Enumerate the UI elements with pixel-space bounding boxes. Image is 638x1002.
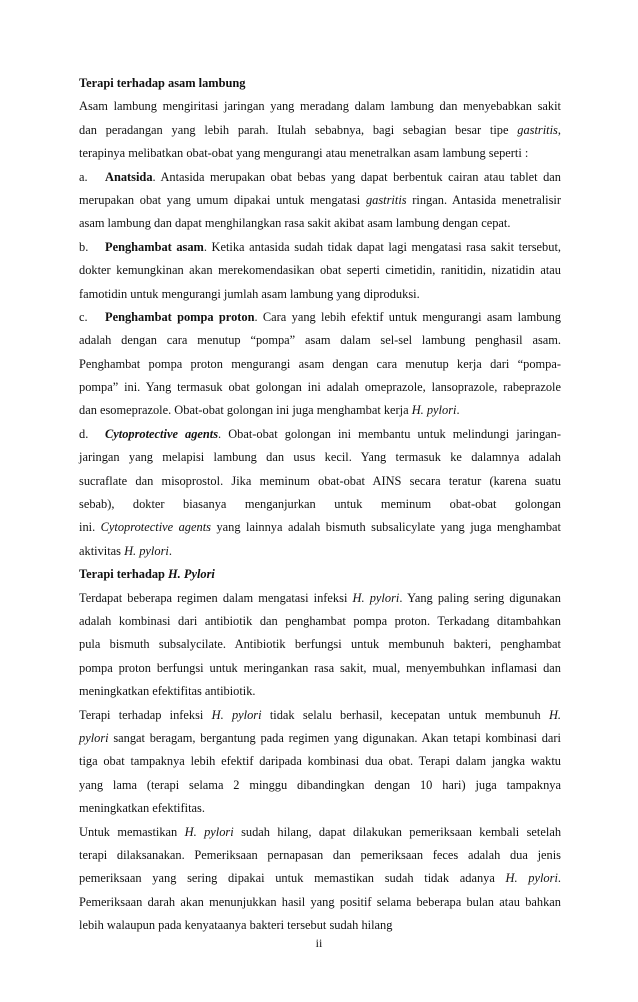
text-segment: ringan. Antasida menetralisir xyxy=(406,192,561,207)
text-line xyxy=(79,821,561,844)
text-segment: lebih walaupun pada kenyataanya bakteri tersebut sudah hilang xyxy=(79,918,393,933)
text-line xyxy=(79,470,561,493)
text-line xyxy=(79,236,561,259)
text-segment: Untuk memastikan xyxy=(79,824,185,839)
text-segment: tiga obat tampaknya lebih efektif daripada kombinasi dua obat. Terapi dalam jangka waktu xyxy=(79,754,561,769)
text-line xyxy=(79,610,561,633)
text-line xyxy=(79,399,561,422)
list-marker: a. xyxy=(79,169,88,184)
text-line xyxy=(79,423,561,446)
text-segment: tidak selalu berhasil, kecepatan untuk membunuh xyxy=(261,707,549,722)
text-line xyxy=(79,189,561,212)
text-segment: Terdapat beberapa regimen dalam mengatasi infeksi xyxy=(79,590,353,605)
text-segment: . Cara yang lebih efektif untuk mengurangi asam lambung xyxy=(254,309,561,324)
text-segment: Terapi terhadap xyxy=(79,567,169,582)
text-segment: sudah hilang, dapat dilakukan pemeriksaan kembali setelah xyxy=(233,824,562,839)
text-segment: H. pylori xyxy=(411,403,457,418)
text-segment: Penghambat pompa proton mengurangi asam dengan cara menutup kerja dari “pompa- xyxy=(79,356,561,371)
text-segment: Cytoprotective agents xyxy=(105,426,219,441)
text-segment: . Obat-obat golongan ini membantu untuk melindungi jaringan- xyxy=(218,426,561,441)
text-line xyxy=(79,633,561,656)
text-segment: , xyxy=(557,122,561,137)
text-segment: . xyxy=(557,871,561,886)
text-line xyxy=(79,142,561,165)
text-line xyxy=(79,727,561,750)
text-segment: meningkatkan efektifitas. xyxy=(79,801,205,816)
text-segment: gastritis xyxy=(517,122,558,137)
text-segment: meningkatkan efektifitas antibiotik. xyxy=(79,684,256,699)
text-segment: H. pylori xyxy=(211,707,262,722)
text-line xyxy=(79,353,561,376)
section-heading xyxy=(79,563,561,586)
text-segment: H. Pylori xyxy=(168,567,215,582)
text-segment: . xyxy=(168,543,172,558)
text-segment: aktivitas xyxy=(79,543,125,558)
text-segment: dokter kemungkinan akan merekomendasikan obat seperti cimetidin, ranitidin, nizatidin atau xyxy=(79,263,561,278)
text-line xyxy=(79,891,561,914)
text-segment: adalah kombinasi dari antibiotik dan penghambat pompa proton. Terkadang ditambahkan xyxy=(79,613,561,628)
text-line xyxy=(79,516,561,539)
text-line xyxy=(79,540,561,563)
text-line xyxy=(79,680,561,703)
document-body xyxy=(79,72,561,937)
text-segment: . xyxy=(456,403,460,418)
text-segment: terapinya melibatkan obat-obat yang mengurangi atau menetralkan asam lambung seperti : xyxy=(79,146,529,161)
text-segment: gastritis xyxy=(365,192,407,207)
text-line xyxy=(79,774,561,797)
text-line xyxy=(79,166,561,189)
text-line xyxy=(79,446,561,469)
text-segment: jaringan yang melapisi lambung dan usus kecil. Yang termasuk ke dalamnya adalah xyxy=(79,450,561,465)
text-segment: ini. xyxy=(79,520,101,535)
text-segment: terapi dilaksanakan. Pemeriksaan pernapasan dan pemeriksaan feces adalah dua jenis xyxy=(79,847,561,862)
text-line xyxy=(79,493,561,516)
text-segment: pylori xyxy=(79,730,109,745)
list-marker: b. xyxy=(79,239,89,254)
text-segment: Terapi terhadap infeksi xyxy=(79,707,212,722)
text-segment: Pemeriksaan darah akan menunjukkan hasil yang positif selama beberapa bulan atau bahkan xyxy=(79,894,561,909)
text-segment: sangat beragam, bergantung pada regimen yang digunakan. Akan tetapi kombinasi dari xyxy=(108,730,561,745)
text-segment: H. xyxy=(548,707,562,722)
text-line xyxy=(79,119,561,142)
section-heading xyxy=(79,72,561,95)
text-line xyxy=(79,212,561,235)
text-segment: Penghambat asam xyxy=(105,239,204,254)
text-line xyxy=(79,797,561,820)
text-segment: H. pylori xyxy=(124,543,169,558)
text-segment: sucraflate dan misoprostol. Jika meminum obat-obat AINS secara teratur (karena suatu xyxy=(79,473,561,488)
text-segment: pemeriksaan yang sering dipakai untuk memastikan sudah tidak adanya xyxy=(79,871,506,886)
text-line xyxy=(79,329,561,352)
text-line xyxy=(79,587,561,610)
text-segment: H. pylori xyxy=(184,824,234,839)
text-segment: . Yang paling sering digunakan xyxy=(399,590,561,605)
text-segment: H. pylori xyxy=(352,590,400,605)
text-segment: Asam lambung mengiritasi jaringan yang meradang dalam lambung dan menyebabkan sakit xyxy=(79,99,561,114)
text-segment: famotidin untuk mengurangi jumlah asam lambung yang diproduksi. xyxy=(79,286,420,301)
list-marker: c. xyxy=(79,309,88,324)
text-segment: dan peradangan yang lebih parah. Itulah sebabnya, bagi sebagian besar tipe xyxy=(79,122,518,137)
page-number: ii xyxy=(315,936,323,950)
text-segment: H. pylori xyxy=(505,871,558,886)
text-line xyxy=(79,306,561,329)
text-segment: sebab), dokter biasanya menganjurkan untuk meminum obat-obat golongan xyxy=(79,497,561,512)
text-segment: Penghambat pompa proton xyxy=(105,309,255,324)
text-line xyxy=(79,867,561,890)
text-segment: pula bismuth subsalycilate. Antibiotik berfungsi untuk membunuh bakteri, penghambat xyxy=(79,637,561,652)
text-line xyxy=(79,259,561,282)
text-segment: Anatsida xyxy=(105,169,153,184)
text-line xyxy=(79,657,561,680)
text-line xyxy=(79,376,561,399)
text-segment: . Ketika antasida sudah tidak dapat lagi mengatasi rasa sakit tersebut, xyxy=(203,239,561,254)
text-segment: merupakan obat yang umum dipakai untuk mengatasi xyxy=(79,192,366,207)
text-segment: Terapi terhadap asam lambung xyxy=(79,76,246,90)
text-line xyxy=(79,95,561,118)
text-line xyxy=(79,283,561,306)
text-line xyxy=(79,750,561,773)
text-segment: . Antasida merupakan obat bebas yang dapat berbentuk cairan atau tablet dan xyxy=(152,169,561,184)
text-segment: adalah dengan cara menutup “pompa” asam dalam sel-sel lambung penghasil asam. xyxy=(79,333,561,348)
text-segment: yang lainnya adalah bismuth subsalicylate yang juga menghambat xyxy=(210,520,561,535)
text-line xyxy=(79,914,561,937)
text-segment: pompa proton berfungsi untuk meringankan rasa sakit, mual, menyembuhkan inflamasi dan xyxy=(79,660,561,675)
text-segment: Cytoprotective agents xyxy=(100,520,211,535)
text-line xyxy=(79,704,561,727)
text-line xyxy=(79,844,561,867)
text-segment: asam lambung dan dapat menghilangkan rasa sakit akibat asam lambung dengan cepat. xyxy=(79,216,511,231)
text-segment: dan esomeprazole. Obat-obat golongan ini juga menghambat kerja xyxy=(79,403,412,418)
list-marker: d. xyxy=(79,426,89,441)
text-segment: yang lama (terapi selama 2 minggu dibandingkan dengan 10 hari) juga tampaknya xyxy=(79,777,561,792)
text-segment: pompa” ini. Yang termasuk obat golongan ini adalah omeprazole, lansoprazole, rabeprazole xyxy=(79,380,561,395)
